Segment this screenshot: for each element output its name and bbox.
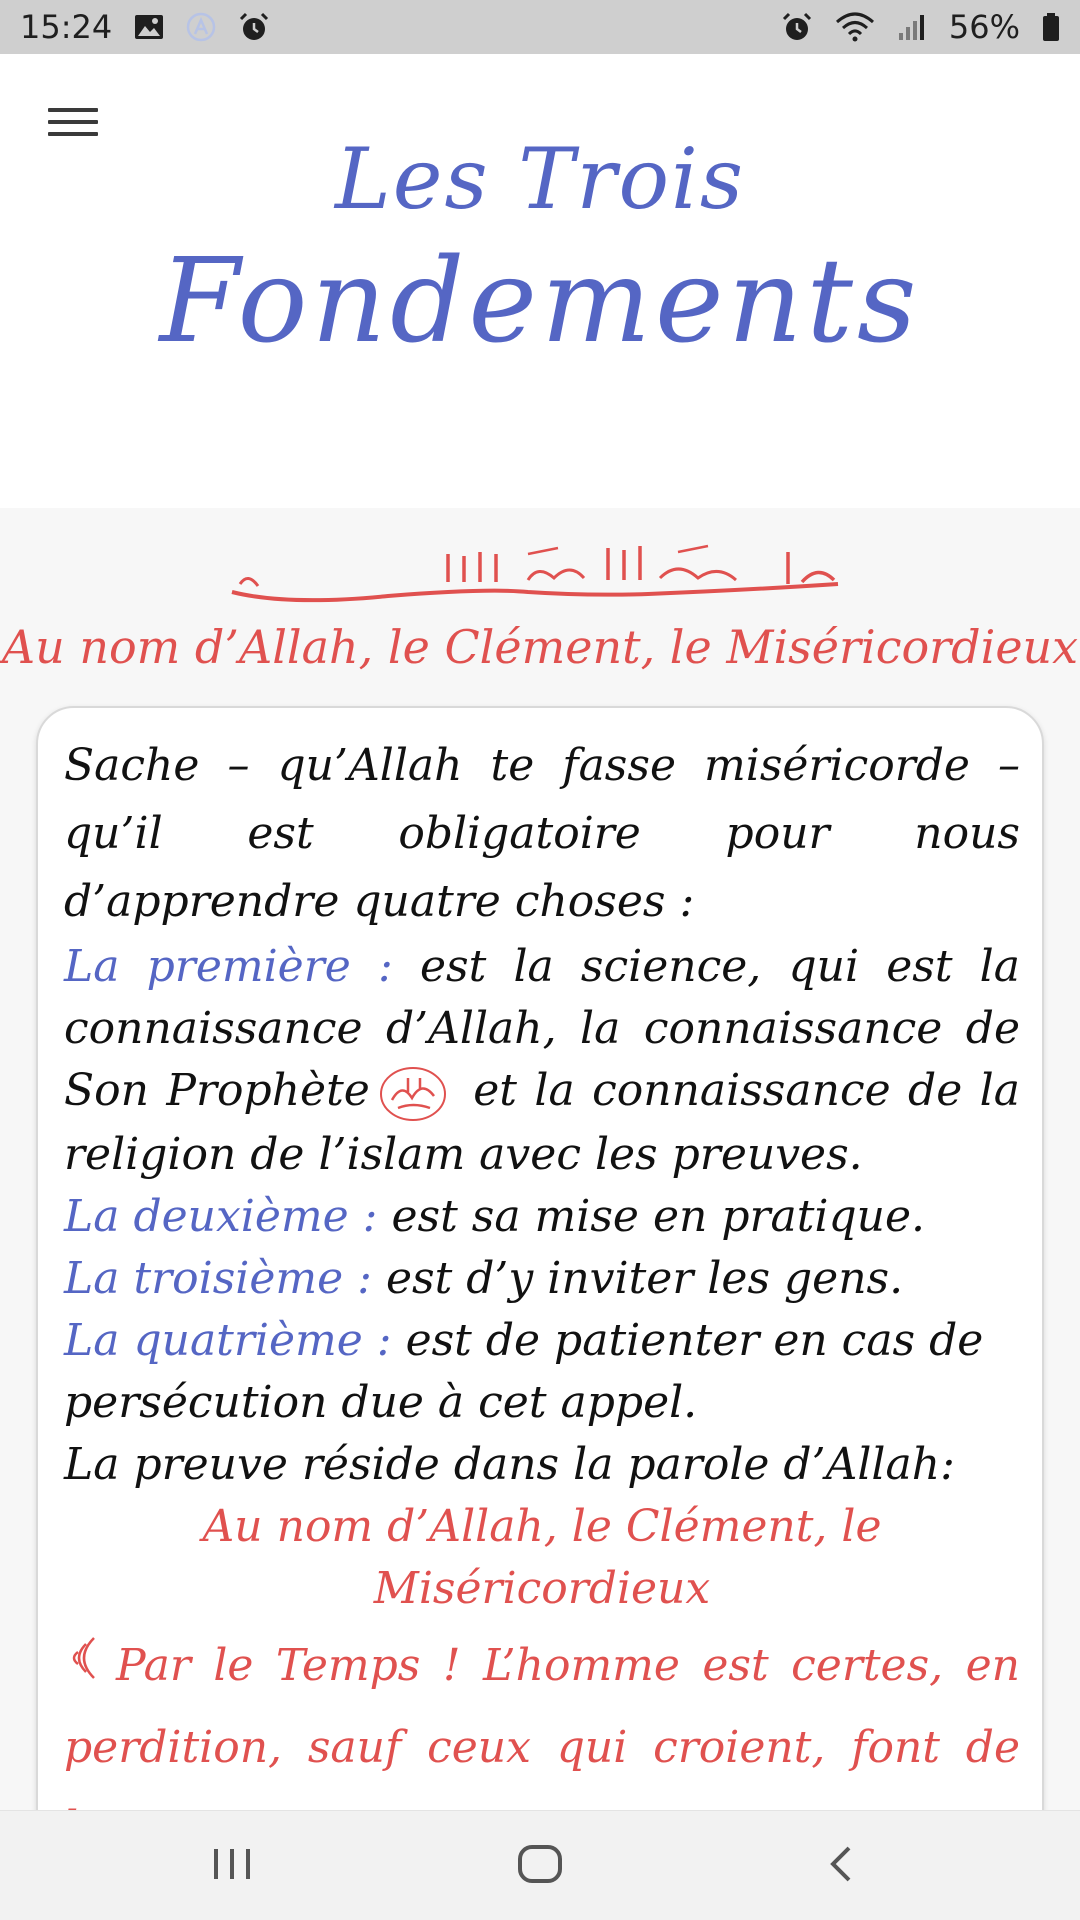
status-bar-right [781, 8, 1060, 46]
ornament-icon [64, 1628, 98, 1708]
fourth-point-label: La quatrième : [64, 1314, 392, 1366]
system-nav-bar [0, 1810, 1080, 1920]
third-point-label: La troisième : [64, 1252, 372, 1304]
first-point-label: La première : [64, 941, 393, 992]
fourth-point-paragraph [64, 1310, 1020, 1434]
quran-verse-text: Par le Temps ! L’homme est certes, en perdition, sauf ceux qui croient, font de [64, 1639, 1020, 1773]
page-title-line2: Fondements [159, 234, 921, 369]
salawat-text [448, 1064, 449, 1065]
first-point-text-b: et la connaissance de la religion de l’islam avec les preuves. [64, 1065, 1020, 1180]
hamburger-icon-bar [48, 120, 98, 124]
basmala-section [0, 508, 1080, 704]
salawat-icon [378, 1064, 448, 1124]
second-point-text: est sa mise en pratique. [377, 1190, 926, 1242]
back-button[interactable] [800, 1836, 880, 1896]
image-icon [134, 14, 164, 40]
third-point-paragraph [64, 1248, 1020, 1310]
signal-icon [897, 13, 927, 41]
battery-icon [1042, 12, 1060, 42]
home-icon [516, 1844, 564, 1888]
proof-paragraph: La preuve réside dans la parole d’Allah: [64, 1438, 955, 1490]
a-circle-icon [186, 12, 216, 42]
recents-icon [210, 1847, 254, 1885]
third-point-text: est d’y inviter les gens. [371, 1252, 904, 1304]
app-header [0, 54, 1080, 508]
status-time: 15:24 [20, 8, 113, 46]
basmala-calligraphy [228, 534, 852, 618]
content-card [36, 706, 1044, 1920]
first-point-text-a: est la science, qui est la connaissance d’Allah, la connaissance de Son Prophète [64, 941, 1020, 1116]
second-point-paragraph [64, 1186, 1020, 1248]
status-bar [0, 0, 1080, 54]
second-point-label: La deuxième : [64, 1190, 378, 1242]
alarm-icon [238, 12, 270, 42]
inner-basmala-translation: Au nom d’Allah, le Clément, le Miséricordieux [202, 1500, 882, 1614]
first-point-paragraph [64, 936, 1020, 1186]
home-button[interactable] [500, 1836, 580, 1896]
wifi-icon [835, 12, 875, 42]
hamburger-icon [48, 108, 98, 112]
page-title-line1: Les Trois [334, 130, 746, 228]
intro-paragraph: Sache – qu’Allah te fasse miséricorde – qu’il est obligatoire pour nous d’apprendre quatre choses : [64, 740, 1020, 927]
back-icon [825, 1844, 855, 1888]
alarm-icon [781, 12, 813, 42]
recents-button[interactable] [192, 1836, 272, 1896]
basmala-translation: Au nom d’Allah, le Clément, le Miséricordieux [1, 620, 1079, 674]
status-bar-left [20, 8, 270, 46]
fourth-point-text: est de patienter en cas de persécution due à cet appel. [64, 1314, 984, 1428]
battery-percent: 56% [948, 8, 1020, 46]
